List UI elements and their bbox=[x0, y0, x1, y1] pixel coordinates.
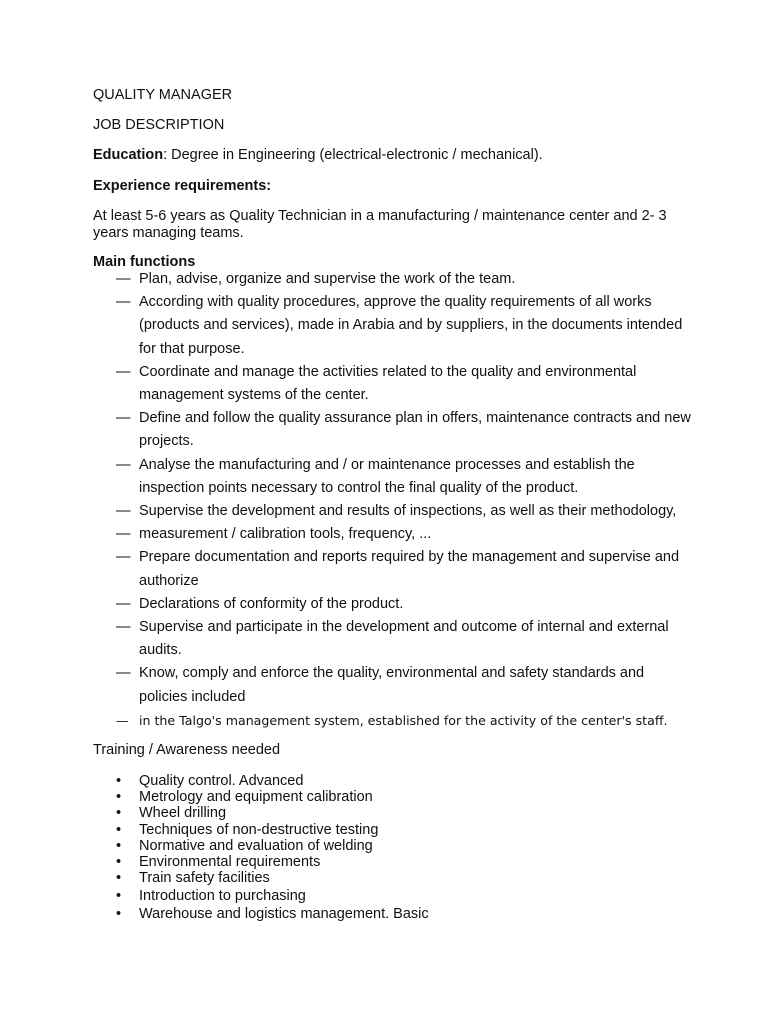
function-text: Know, comply and enforce the quality, environmental and safety standards and policies included bbox=[139, 665, 645, 705]
training-heading: Training / Awareness needed bbox=[93, 742, 281, 758]
dash-marker: — bbox=[116, 526, 131, 543]
education-line bbox=[93, 147, 543, 164]
function-text: Prepare documentation and reports required by the management and supervise and authorize bbox=[139, 549, 680, 589]
training-text: Wheel drilling bbox=[139, 805, 227, 822]
functions-heading: Main functions bbox=[93, 254, 196, 270]
training-item bbox=[116, 854, 429, 870]
experience-text: At least 5-6 years as Quality Technician in a manufacturing / maintenance center and 2- 3 years managing teams. bbox=[93, 208, 667, 241]
bullet-marker: • bbox=[116, 773, 122, 789]
bullet-marker: • bbox=[116, 870, 122, 887]
training-text: Environmental requirements bbox=[139, 854, 321, 871]
document-title: QUALITY MANAGER bbox=[93, 87, 233, 103]
functions-list bbox=[116, 268, 696, 732]
bullet-marker: • bbox=[116, 821, 122, 838]
function-text: According with quality procedures, approve the quality requirements of all works (products and services), made in Arabia and by suppliers, in the documents intended for that purpose. bbox=[139, 294, 683, 357]
dash-marker: — bbox=[116, 712, 129, 728]
dash-marker: — bbox=[116, 271, 131, 287]
bullet-marker: • bbox=[116, 837, 122, 854]
function-text: Analyse the manufacturing and / or maintenance processes and establish the inspection points necessary to control the final quality of the product. bbox=[139, 456, 635, 496]
training-text: Metrology and equipment calibration bbox=[139, 789, 373, 806]
dash-marker: — bbox=[116, 549, 131, 566]
training-item bbox=[116, 805, 429, 821]
training-item bbox=[116, 838, 429, 854]
function-item bbox=[116, 546, 696, 592]
function-item bbox=[116, 291, 696, 361]
function-item bbox=[116, 500, 696, 523]
education-value: : Degree in Engineering (electrical-electronic / mechanical). bbox=[163, 147, 543, 163]
dash-marker: — bbox=[116, 619, 131, 636]
document-subtitle: JOB DESCRIPTION bbox=[93, 117, 225, 133]
dash-marker: — bbox=[116, 294, 131, 311]
function-text: Coordinate and manage the activities related to the quality and environmental management systems of the center. bbox=[139, 363, 637, 404]
training-text: Normative and evaluation of welding bbox=[139, 837, 373, 854]
bullet-marker: • bbox=[116, 854, 122, 871]
function-item bbox=[116, 593, 696, 616]
dash-marker: — bbox=[116, 410, 131, 427]
function-text: Supervise the development and results of inspections, as well as their methodology, bbox=[139, 503, 677, 520]
dash-marker: — bbox=[116, 363, 131, 380]
function-text: measurement / calibration tools, frequency, ... bbox=[139, 526, 432, 543]
training-text: Techniques of non-destructive testing bbox=[139, 821, 379, 838]
training-item bbox=[116, 888, 429, 904]
dash-marker: — bbox=[116, 595, 131, 612]
function-item bbox=[116, 361, 696, 407]
training-item bbox=[116, 773, 429, 789]
dash-marker: — bbox=[116, 503, 131, 520]
bullet-marker: • bbox=[116, 789, 122, 806]
training-list bbox=[116, 773, 429, 922]
function-item bbox=[116, 523, 696, 546]
experience-heading: Experience requirements: bbox=[93, 178, 272, 194]
training-item bbox=[116, 906, 429, 922]
dash-marker: — bbox=[116, 665, 131, 682]
function-text: Define and follow the quality assurance plan in offers, maintenance contracts and new projects. bbox=[139, 410, 691, 450]
training-item bbox=[116, 789, 429, 805]
training-text: Warehouse and logistics management. Basic bbox=[139, 905, 429, 922]
function-item bbox=[116, 616, 696, 662]
bullet-marker: • bbox=[116, 887, 122, 904]
training-text: Quality control. Advanced bbox=[139, 773, 304, 789]
function-text: Plan, advise, organize and supervise the work of the team. bbox=[139, 271, 516, 287]
bullet-marker: • bbox=[116, 805, 122, 822]
training-text: Introduction to purchasing bbox=[139, 887, 306, 904]
function-item bbox=[116, 268, 696, 291]
dash-marker: — bbox=[116, 456, 131, 473]
training-item bbox=[116, 870, 429, 886]
function-item bbox=[116, 407, 696, 453]
function-text: in the Talgo's management system, established for the activity of the center's staff. bbox=[139, 712, 668, 728]
function-item bbox=[116, 662, 696, 708]
training-text: Train safety facilities bbox=[139, 870, 270, 887]
function-text: Declarations of conformity of the product. bbox=[139, 595, 404, 612]
function-item bbox=[116, 454, 696, 500]
function-text: Supervise and participate in the development and outcome of internal and external audits. bbox=[139, 619, 669, 659]
training-item bbox=[116, 822, 429, 838]
bullet-marker: • bbox=[116, 905, 122, 922]
function-item bbox=[116, 709, 696, 732]
education-label: Education bbox=[93, 147, 164, 163]
